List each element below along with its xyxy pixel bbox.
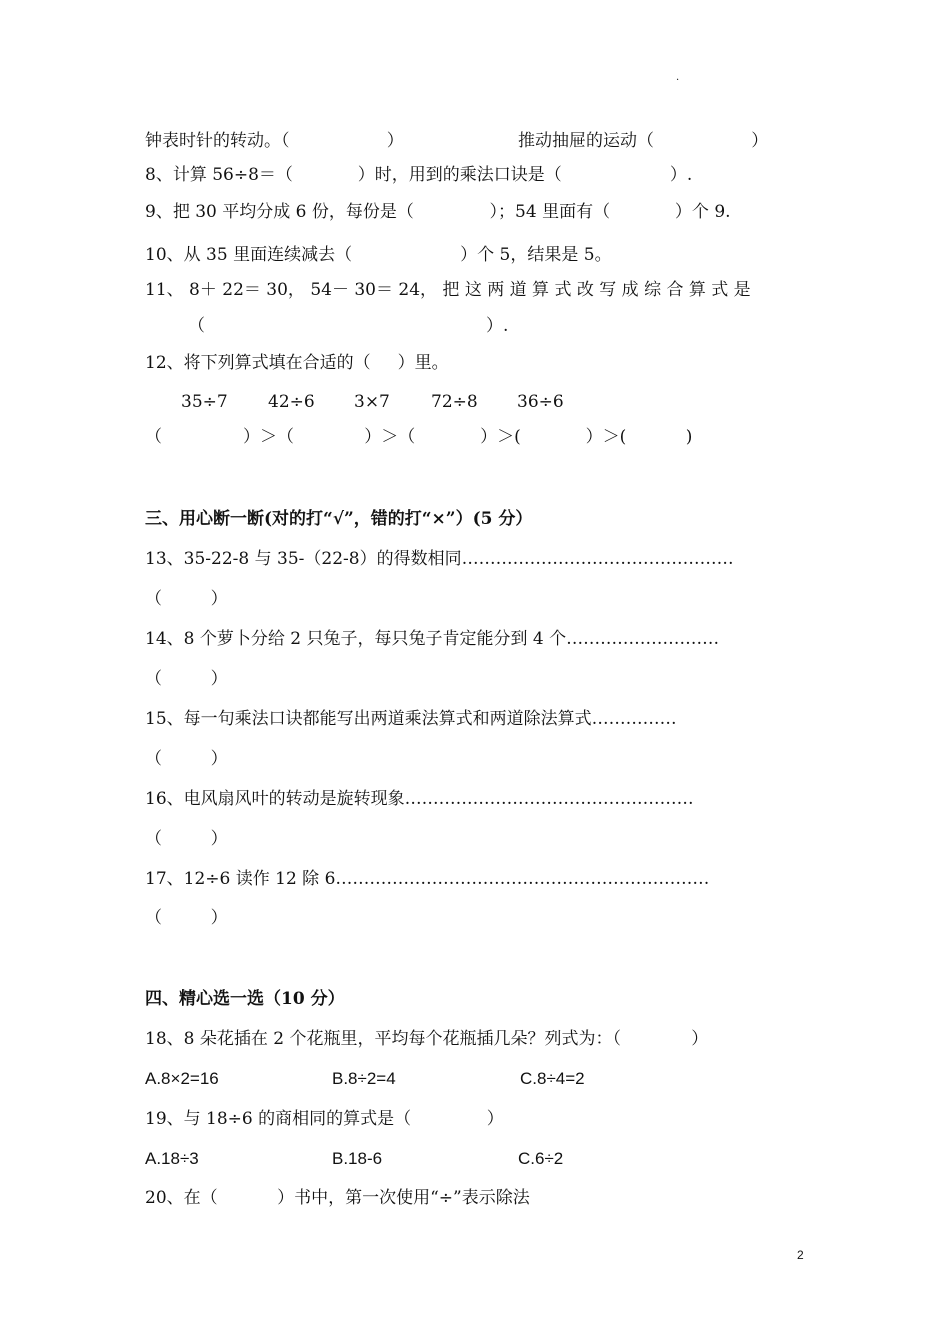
q19-option-b: B.18-6 [332, 1149, 383, 1168]
q19-option-c: C.6÷2 [518, 1149, 564, 1168]
q20-text: 20、在（ ）书中，第一次使用“÷”表示除法 [145, 1188, 530, 1208]
q9-text: 9、把 30 平均分成 6 份，每份是（ ）；54 里面有（ ）个 9. [145, 202, 731, 222]
q12-expr-1: 35÷7 [181, 392, 228, 412]
q11-text-line1: 11、 8＋ 22＝ 30， 54－ 30＝ 24， 把 这 两 道 算 式 改 写 成 综 合 算 式 是 [145, 280, 751, 300]
q15-blank: （ ） [145, 749, 228, 769]
section4-title: 四、精心选一选（10 分） [145, 989, 345, 1009]
q13-text: 13、35-22-8 与 35-（22-8）的得数相同………………………………………… [145, 549, 734, 569]
page-number: 2 [797, 1248, 804, 1262]
q12-expr-2: 42÷6 [268, 392, 315, 412]
header-dot: . [676, 72, 680, 83]
q18-option-b: B.8÷2=4 [332, 1069, 396, 1088]
q17-blank: （ ） [145, 908, 228, 928]
q16-blank: （ ） [145, 829, 228, 849]
q14-blank: （ ） [145, 669, 228, 689]
q19-text: 19、与 18÷6 的商相同的算式是（ ） [145, 1109, 504, 1129]
q12-expr-4: 72÷8 [431, 392, 478, 412]
q11-text-line2: （ ）. [188, 316, 509, 336]
q19-option-a: A.18÷3 [145, 1149, 199, 1168]
section3-title: 三、用心断一断(对的打“√”，错的打“×”）(5 分） [145, 509, 533, 529]
q17-text: 17、12÷6 读作 12 除 6………………………………………………………… [145, 869, 710, 889]
q16-text: 16、电风扇风叶的转动是旋转现象…………………………………………… [145, 789, 694, 809]
q12-order-blanks: （ ）＞（ ）＞（ ）＞( ）＞( ) [145, 427, 693, 447]
q15-text: 15、每一句乘法口诀都能写出两道乘法算式和两道除法算式…………… [145, 709, 677, 729]
q18-option-c: C.8÷4=2 [520, 1069, 585, 1088]
q13-blank: （ ） [145, 589, 228, 609]
q18-option-a: A.8×2=16 [145, 1069, 219, 1088]
q14-text: 14、8 个萝卜分给 2 只兔子，每只兔子肯定能分到 4 个……………………… [145, 629, 720, 649]
q12-expr-5: 36÷6 [517, 392, 564, 412]
q7-left-text: 钟表时针的转动。（ ） [145, 131, 404, 151]
q18-text: 18、8 朵花插在 2 个花瓶里，平均每个花瓶插几朵？列式为：（ ） [145, 1029, 709, 1049]
q10-text: 10、从 35 里面连续减去（ ）个 5，结果是 5。 [145, 245, 612, 265]
q8-text: 8、计算 56÷8＝（ ）时，用到的乘法口诀是（ ）. [145, 165, 693, 185]
q12-expr-3: 3×7 [354, 392, 390, 412]
q12-text: 12、将下列算式填在合适的（ ）里。 [145, 353, 449, 373]
q7-right-text: 推动抽屉的运动（ ） [518, 131, 769, 151]
